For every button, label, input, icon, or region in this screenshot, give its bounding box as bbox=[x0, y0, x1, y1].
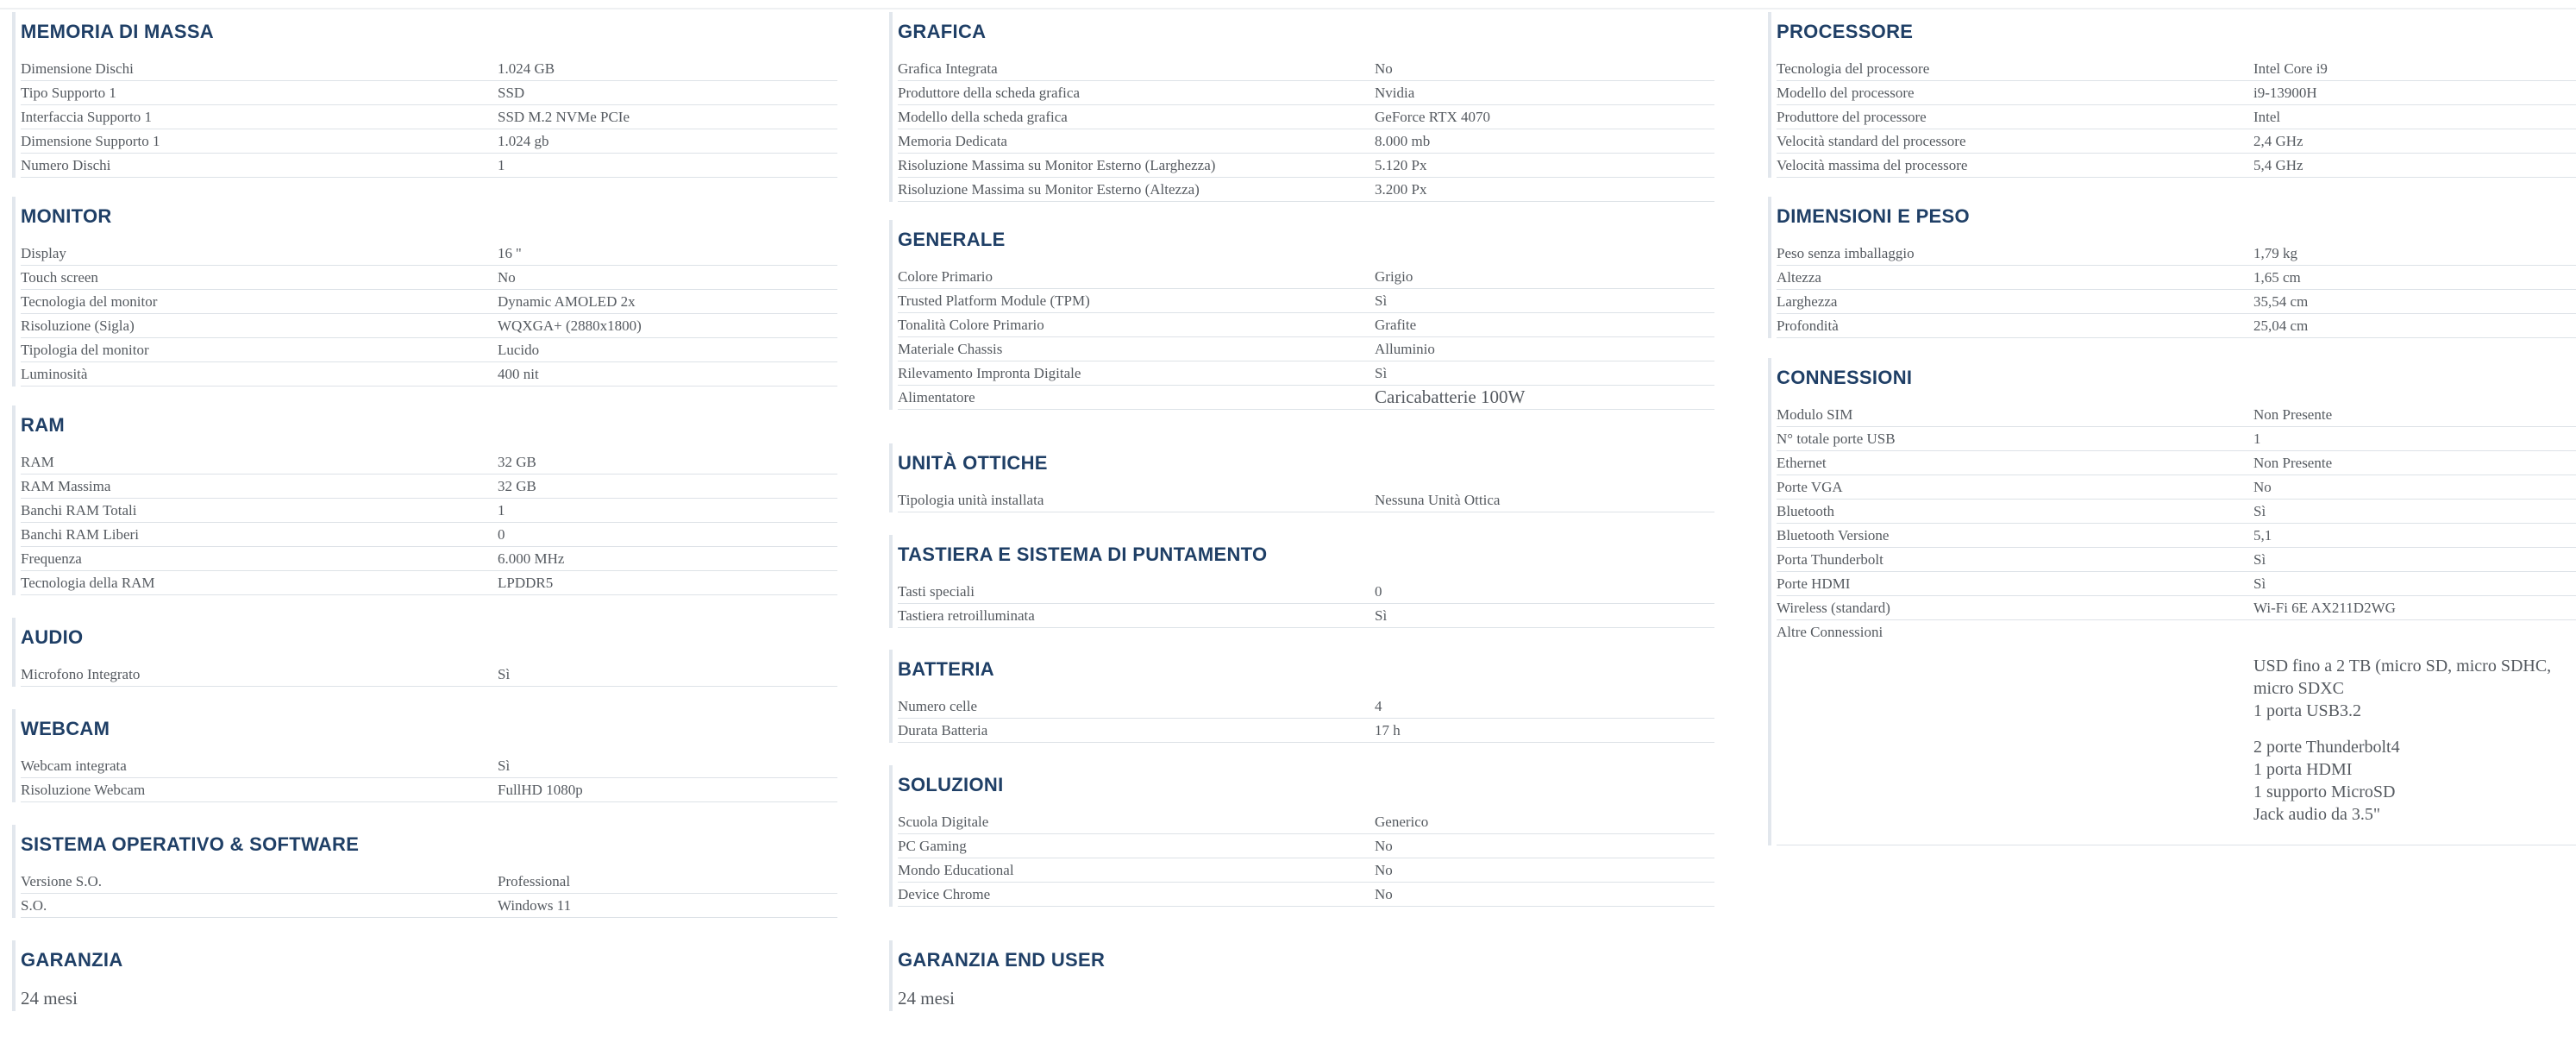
spec-value: Non Presente bbox=[2253, 406, 2333, 423]
spec-key: Numero celle bbox=[898, 698, 978, 714]
spec-key: Risoluzione Massima su Monitor Esterno (Larghezza) bbox=[898, 157, 1216, 173]
spec-key: PC Gaming bbox=[898, 838, 967, 854]
spec-key: Colore Primario bbox=[898, 268, 993, 285]
connection-line: 1 porta HDMI bbox=[2253, 760, 2353, 779]
spec-row-altre-connessioni bbox=[1777, 620, 2576, 845]
spec-key: Banchi RAM Liberi bbox=[21, 526, 139, 543]
spec-row bbox=[1777, 427, 2576, 451]
spec-key: Tipo Supporto 1 bbox=[21, 85, 116, 101]
spec-rows bbox=[898, 488, 1714, 512]
spec-row bbox=[21, 870, 837, 894]
section-memoria-di-massa bbox=[12, 12, 837, 178]
spec-key: Scuola Digitale bbox=[898, 814, 989, 830]
spec-value: WQXGA+ (2880x1800) bbox=[498, 317, 642, 334]
spec-rows bbox=[21, 663, 837, 687]
spec-rows bbox=[898, 810, 1714, 907]
spec-value: Alluminio bbox=[1375, 341, 1435, 357]
spec-row bbox=[898, 265, 1714, 289]
spec-rows bbox=[1777, 57, 2576, 178]
spec-row bbox=[1777, 290, 2576, 314]
spec-value: Sì bbox=[1375, 607, 1388, 624]
spec-key: Durata Batteria bbox=[898, 722, 988, 738]
spec-key: Porte VGA bbox=[1777, 479, 1843, 495]
spec-row bbox=[1777, 524, 2576, 548]
spec-row bbox=[21, 362, 837, 387]
spec-row bbox=[1777, 596, 2576, 620]
spec-row bbox=[21, 547, 837, 571]
section-title: GARANZIA bbox=[21, 949, 123, 971]
spec-key: RAM Massima bbox=[21, 478, 111, 494]
spec-value: LPDDR5 bbox=[498, 575, 554, 591]
connection-line: 1 porta USB3.2 bbox=[2253, 701, 2361, 720]
spec-key: Modello della scheda grafica bbox=[898, 109, 1068, 125]
spec-rows bbox=[21, 57, 837, 178]
spec-key: Modulo SIM bbox=[1777, 406, 1853, 423]
section-title: MEMORIA DI MASSA bbox=[21, 21, 214, 42]
spec-key: Risoluzione Webcam bbox=[21, 782, 146, 798]
spec-row bbox=[898, 81, 1714, 105]
spec-value: 0 bbox=[498, 526, 505, 543]
spec-row bbox=[21, 523, 837, 547]
spec-value: 5,1 bbox=[2253, 527, 2272, 544]
spec-value: SSD bbox=[498, 85, 525, 101]
section-generale bbox=[889, 220, 1714, 410]
spec-row bbox=[1777, 500, 2576, 524]
spec-value: Generico bbox=[1375, 814, 1429, 830]
spec-key: Bluetooth bbox=[1777, 503, 1835, 519]
connection-line: 2 porte Thunderbolt4 bbox=[2253, 738, 2400, 757]
spec-key: Versione S.O. bbox=[21, 873, 102, 889]
spec-row bbox=[1777, 242, 2576, 266]
spec-row bbox=[898, 834, 1714, 858]
warranty-text: 24 mesi bbox=[21, 988, 78, 1009]
spec-value: 1 bbox=[498, 157, 505, 173]
spec-key: Webcam integrata bbox=[21, 757, 127, 774]
spec-row bbox=[21, 338, 837, 362]
section-title: RAM bbox=[21, 414, 66, 436]
spec-row bbox=[898, 694, 1714, 719]
spec-key: Larghezza bbox=[1777, 293, 1838, 310]
spec-row bbox=[21, 57, 837, 81]
spec-row bbox=[21, 154, 837, 178]
spec-row bbox=[898, 810, 1714, 834]
spec-value: Sì bbox=[498, 666, 511, 682]
spec-row bbox=[898, 313, 1714, 337]
spec-key: Tecnologia del monitor bbox=[21, 293, 158, 310]
section-title: GRAFICA bbox=[898, 21, 987, 42]
spec-key: Mondo Educational bbox=[898, 862, 1014, 878]
spec-value: FullHD 1080p bbox=[498, 782, 583, 798]
spec-value: No bbox=[1375, 838, 1393, 854]
spec-row bbox=[21, 754, 837, 778]
spec-key: Banchi RAM Totali bbox=[21, 502, 137, 518]
section-dimensioni-e-peso bbox=[1768, 197, 2576, 338]
spec-key: Alimentatore bbox=[898, 389, 975, 405]
spec-key: S.O. bbox=[21, 897, 47, 914]
spec-row bbox=[21, 571, 837, 595]
spec-rows bbox=[1777, 403, 2576, 620]
spec-key: Frequenza bbox=[21, 550, 82, 567]
spec-key: Tecnologia della RAM bbox=[21, 575, 155, 591]
spec-value: 5.120 Px bbox=[1375, 157, 1427, 173]
spec-value: Grafite bbox=[1375, 317, 1417, 333]
warranty-text: 24 mesi bbox=[898, 988, 955, 1009]
spec-value: Sì bbox=[2253, 575, 2266, 592]
section-garanzia-end-user bbox=[889, 940, 1714, 1011]
spec-rows bbox=[898, 57, 1714, 202]
section-title: UNITÀ OTTICHE bbox=[898, 452, 1048, 474]
spec-row bbox=[1777, 129, 2576, 154]
spec-value: 1,79 kg bbox=[2253, 245, 2297, 261]
spec-rows bbox=[21, 242, 837, 387]
spec-key: Touch screen bbox=[21, 269, 98, 286]
spec-value: Nessuna Unità Ottica bbox=[1375, 492, 1501, 508]
spec-row bbox=[898, 488, 1714, 512]
spec-value: Non Presente bbox=[2253, 455, 2333, 471]
spec-key: Risoluzione (Sigla) bbox=[21, 317, 135, 334]
spec-key: Altezza bbox=[1777, 269, 1821, 286]
spec-value: 16 '' bbox=[498, 245, 522, 261]
spec-value: Sì bbox=[2253, 503, 2266, 519]
spec-row bbox=[21, 105, 837, 129]
spec-value: 32 GB bbox=[498, 454, 536, 470]
spec-value: Wi-Fi 6E AX211D2WG bbox=[2253, 600, 2396, 616]
spec-value: Nvidia bbox=[1375, 85, 1415, 101]
spec-row bbox=[1777, 105, 2576, 129]
spec-value: 1,65 cm bbox=[2253, 269, 2301, 286]
spec-value: Dynamic AMOLED 2x bbox=[498, 293, 636, 310]
spec-key: Interfaccia Supporto 1 bbox=[21, 109, 152, 125]
spec-key: RAM bbox=[21, 454, 54, 470]
section-soluzioni bbox=[889, 765, 1714, 907]
section-monitor bbox=[12, 197, 837, 387]
spec-value: No bbox=[1375, 862, 1393, 878]
spec-key: Porte HDMI bbox=[1777, 575, 1851, 592]
section-audio bbox=[12, 618, 837, 687]
spec-key: Luminosità bbox=[21, 366, 88, 382]
section-connessioni bbox=[1768, 358, 2576, 845]
spec-key: Device Chrome bbox=[898, 886, 991, 902]
spec-value: 2,4 GHz bbox=[2253, 133, 2303, 149]
spec-value: 1.024 gb bbox=[498, 133, 549, 149]
spec-rows bbox=[898, 580, 1714, 628]
spec-row bbox=[21, 778, 837, 802]
spec-value: 1.024 GB bbox=[498, 60, 555, 77]
spec-value: 400 nit bbox=[498, 366, 539, 382]
spec-rows bbox=[21, 450, 837, 595]
spec-key: Tonalità Colore Primario bbox=[898, 317, 1044, 333]
section-title: SISTEMA OPERATIVO & SOFTWARE bbox=[21, 833, 360, 855]
spec-value: 5,4 GHz bbox=[2253, 157, 2303, 173]
spec-value: 6.000 MHz bbox=[498, 550, 565, 567]
spec-key: Dimensione Supporto 1 bbox=[21, 133, 160, 149]
spec-key: Velocità standard del processore bbox=[1777, 133, 1966, 149]
spec-value: i9-13900H bbox=[2253, 85, 2317, 101]
spec-row bbox=[1777, 57, 2576, 81]
spec-key: Profondità bbox=[1777, 317, 1839, 334]
spec-key: Display bbox=[21, 245, 66, 261]
spec-value: 17 h bbox=[1375, 722, 1401, 738]
spec-key: Tasti speciali bbox=[898, 583, 975, 600]
spec-row bbox=[898, 386, 1714, 410]
spec-key: Microfono Integrato bbox=[21, 666, 141, 682]
spec-key: Tastiera retroilluminata bbox=[898, 607, 1035, 624]
spec-row bbox=[898, 361, 1714, 386]
section-grafica bbox=[889, 12, 1714, 202]
spec-value: GeForce RTX 4070 bbox=[1375, 109, 1491, 125]
connection-line: Jack audio da 3.5" bbox=[2253, 805, 2381, 824]
section-title: DIMENSIONI E PESO bbox=[1777, 205, 1970, 227]
spec-key: Bluetooth Versione bbox=[1777, 527, 1890, 544]
spec-value: 0 bbox=[1375, 583, 1382, 600]
spec-key: Trusted Platform Module (TPM) bbox=[898, 292, 1090, 309]
spec-row bbox=[898, 337, 1714, 361]
section-title: MONITOR bbox=[21, 205, 112, 227]
spec-row bbox=[898, 580, 1714, 604]
spec-key: Risoluzione Massima su Monitor Esterno (Altezza) bbox=[898, 181, 1200, 198]
connection-line: 1 supporto MicroSD bbox=[2253, 782, 2396, 801]
spec-rows bbox=[1777, 242, 2576, 338]
connection-line: micro SDXC bbox=[2253, 679, 2344, 698]
spec-row bbox=[21, 475, 837, 499]
spec-key: Tipologia unità installata bbox=[898, 492, 1044, 508]
spec-row bbox=[21, 242, 837, 266]
spec-value: No bbox=[1375, 886, 1393, 902]
spec-key: Modello del processore bbox=[1777, 85, 1915, 101]
spec-value: No bbox=[2253, 479, 2272, 495]
section-title: WEBCAM bbox=[21, 718, 110, 739]
spec-row bbox=[1777, 154, 2576, 178]
section-ram bbox=[12, 405, 837, 595]
section-tastiera bbox=[889, 535, 1714, 628]
spec-row bbox=[1777, 266, 2576, 290]
spec-rows bbox=[21, 754, 837, 802]
spec-key: Ethernet bbox=[1777, 455, 1827, 471]
spec-value: No bbox=[498, 269, 516, 286]
spec-row bbox=[1777, 451, 2576, 475]
spec-rows bbox=[898, 265, 1714, 410]
section-title: AUDIO bbox=[21, 626, 84, 648]
spec-key: Produttore del processore bbox=[1777, 109, 1927, 125]
connection-line: USD fino a 2 TB (micro SD, micro SDHC, bbox=[2253, 657, 2552, 676]
spec-value: Intel bbox=[2253, 109, 2281, 125]
spec-row bbox=[1777, 548, 2576, 572]
spec-key: Grafica Integrata bbox=[898, 60, 998, 77]
spec-key: Tipologia del monitor bbox=[21, 342, 149, 358]
spec-value-multiline bbox=[2253, 655, 2576, 826]
spec-row bbox=[898, 154, 1714, 178]
spec-value: Sì bbox=[2253, 551, 2266, 568]
section-title: SOLUZIONI bbox=[898, 774, 1004, 795]
spec-row bbox=[21, 290, 837, 314]
spec-value: Sì bbox=[1375, 292, 1388, 309]
top-divider bbox=[0, 8, 2576, 9]
spec-value: 25,04 cm bbox=[2253, 317, 2309, 334]
spec-value: 32 GB bbox=[498, 478, 536, 494]
section-title: BATTERIA bbox=[898, 658, 994, 680]
spec-value: Sì bbox=[1375, 365, 1388, 381]
spec-value: SSD M.2 NVMe PCIe bbox=[498, 109, 630, 125]
spec-row bbox=[1777, 572, 2576, 596]
spec-value: 35,54 cm bbox=[2253, 293, 2309, 310]
spec-value: Professional bbox=[498, 873, 571, 889]
section-sistema-operativo bbox=[12, 825, 837, 918]
section-title: GARANZIA END USER bbox=[898, 949, 1106, 971]
spec-value: 3.200 Px bbox=[1375, 181, 1427, 198]
spec-row bbox=[898, 289, 1714, 313]
spec-key: Peso senza imballaggio bbox=[1777, 245, 1915, 261]
spec-key: Velocità massima del processore bbox=[1777, 157, 1968, 173]
spec-row bbox=[898, 178, 1714, 202]
section-title: TASTIERA E SISTEMA DI PUNTAMENTO bbox=[898, 544, 1268, 565]
spec-rows bbox=[898, 694, 1714, 743]
spec-key: Dimensione Dischi bbox=[21, 60, 134, 77]
spec-value: Grigio bbox=[1375, 268, 1413, 285]
spec-row bbox=[898, 883, 1714, 907]
spec-row bbox=[898, 57, 1714, 81]
spec-row bbox=[21, 499, 837, 523]
section-title: CONNESSIONI bbox=[1777, 367, 1913, 388]
section-webcam bbox=[12, 709, 837, 802]
spec-row bbox=[21, 81, 837, 105]
section-garanzia bbox=[12, 940, 837, 1011]
spec-value: 1 bbox=[2253, 431, 2261, 447]
spec-row bbox=[898, 105, 1714, 129]
spec-value: No bbox=[1375, 60, 1393, 77]
spec-row bbox=[21, 450, 837, 475]
spec-row bbox=[21, 266, 837, 290]
spec-key: N° totale porte USB bbox=[1777, 431, 1896, 447]
spec-key: Porta Thunderbolt bbox=[1777, 551, 1883, 568]
spec-value: Sì bbox=[498, 757, 511, 774]
spec-rows bbox=[21, 870, 837, 918]
section-title: GENERALE bbox=[898, 229, 1006, 250]
spec-row bbox=[898, 719, 1714, 743]
section-title: PROCESSORE bbox=[1777, 21, 1914, 42]
spec-key: Rilevamento Impronta Digitale bbox=[898, 365, 1081, 381]
spec-row bbox=[898, 604, 1714, 628]
spec-row bbox=[1777, 403, 2576, 427]
spec-value: Caricabatterie 100W bbox=[1375, 387, 1526, 407]
section-processore bbox=[1768, 12, 2576, 178]
spec-key: Materiale Chassis bbox=[898, 341, 1003, 357]
spec-key: Tecnologia del processore bbox=[1777, 60, 1930, 77]
spec-value: Lucido bbox=[498, 342, 540, 358]
section-batteria bbox=[889, 650, 1714, 743]
spec-row bbox=[1777, 81, 2576, 105]
spec-row bbox=[21, 894, 837, 918]
spec-key: Numero Dischi bbox=[21, 157, 111, 173]
spec-value: 4 bbox=[1375, 698, 1382, 714]
spec-row bbox=[1777, 314, 2576, 338]
section-unita-ottiche bbox=[889, 443, 1714, 512]
spec-value: 8.000 mb bbox=[1375, 133, 1431, 149]
spec-key: Produttore della scheda grafica bbox=[898, 85, 1080, 101]
spec-row bbox=[21, 663, 837, 687]
spec-row bbox=[21, 314, 837, 338]
spec-value: Windows 11 bbox=[498, 897, 572, 914]
spec-value: 1 bbox=[498, 502, 505, 518]
spec-row bbox=[898, 858, 1714, 883]
spec-key: Memoria Dedicata bbox=[898, 133, 1007, 149]
spec-row bbox=[21, 129, 837, 154]
spec-key: Altre Connessioni bbox=[1777, 624, 1883, 640]
spec-value: Intel Core i9 bbox=[2253, 60, 2328, 77]
spec-row bbox=[1777, 475, 2576, 500]
spec-row bbox=[898, 129, 1714, 154]
spec-key: Wireless (standard) bbox=[1777, 600, 1890, 616]
